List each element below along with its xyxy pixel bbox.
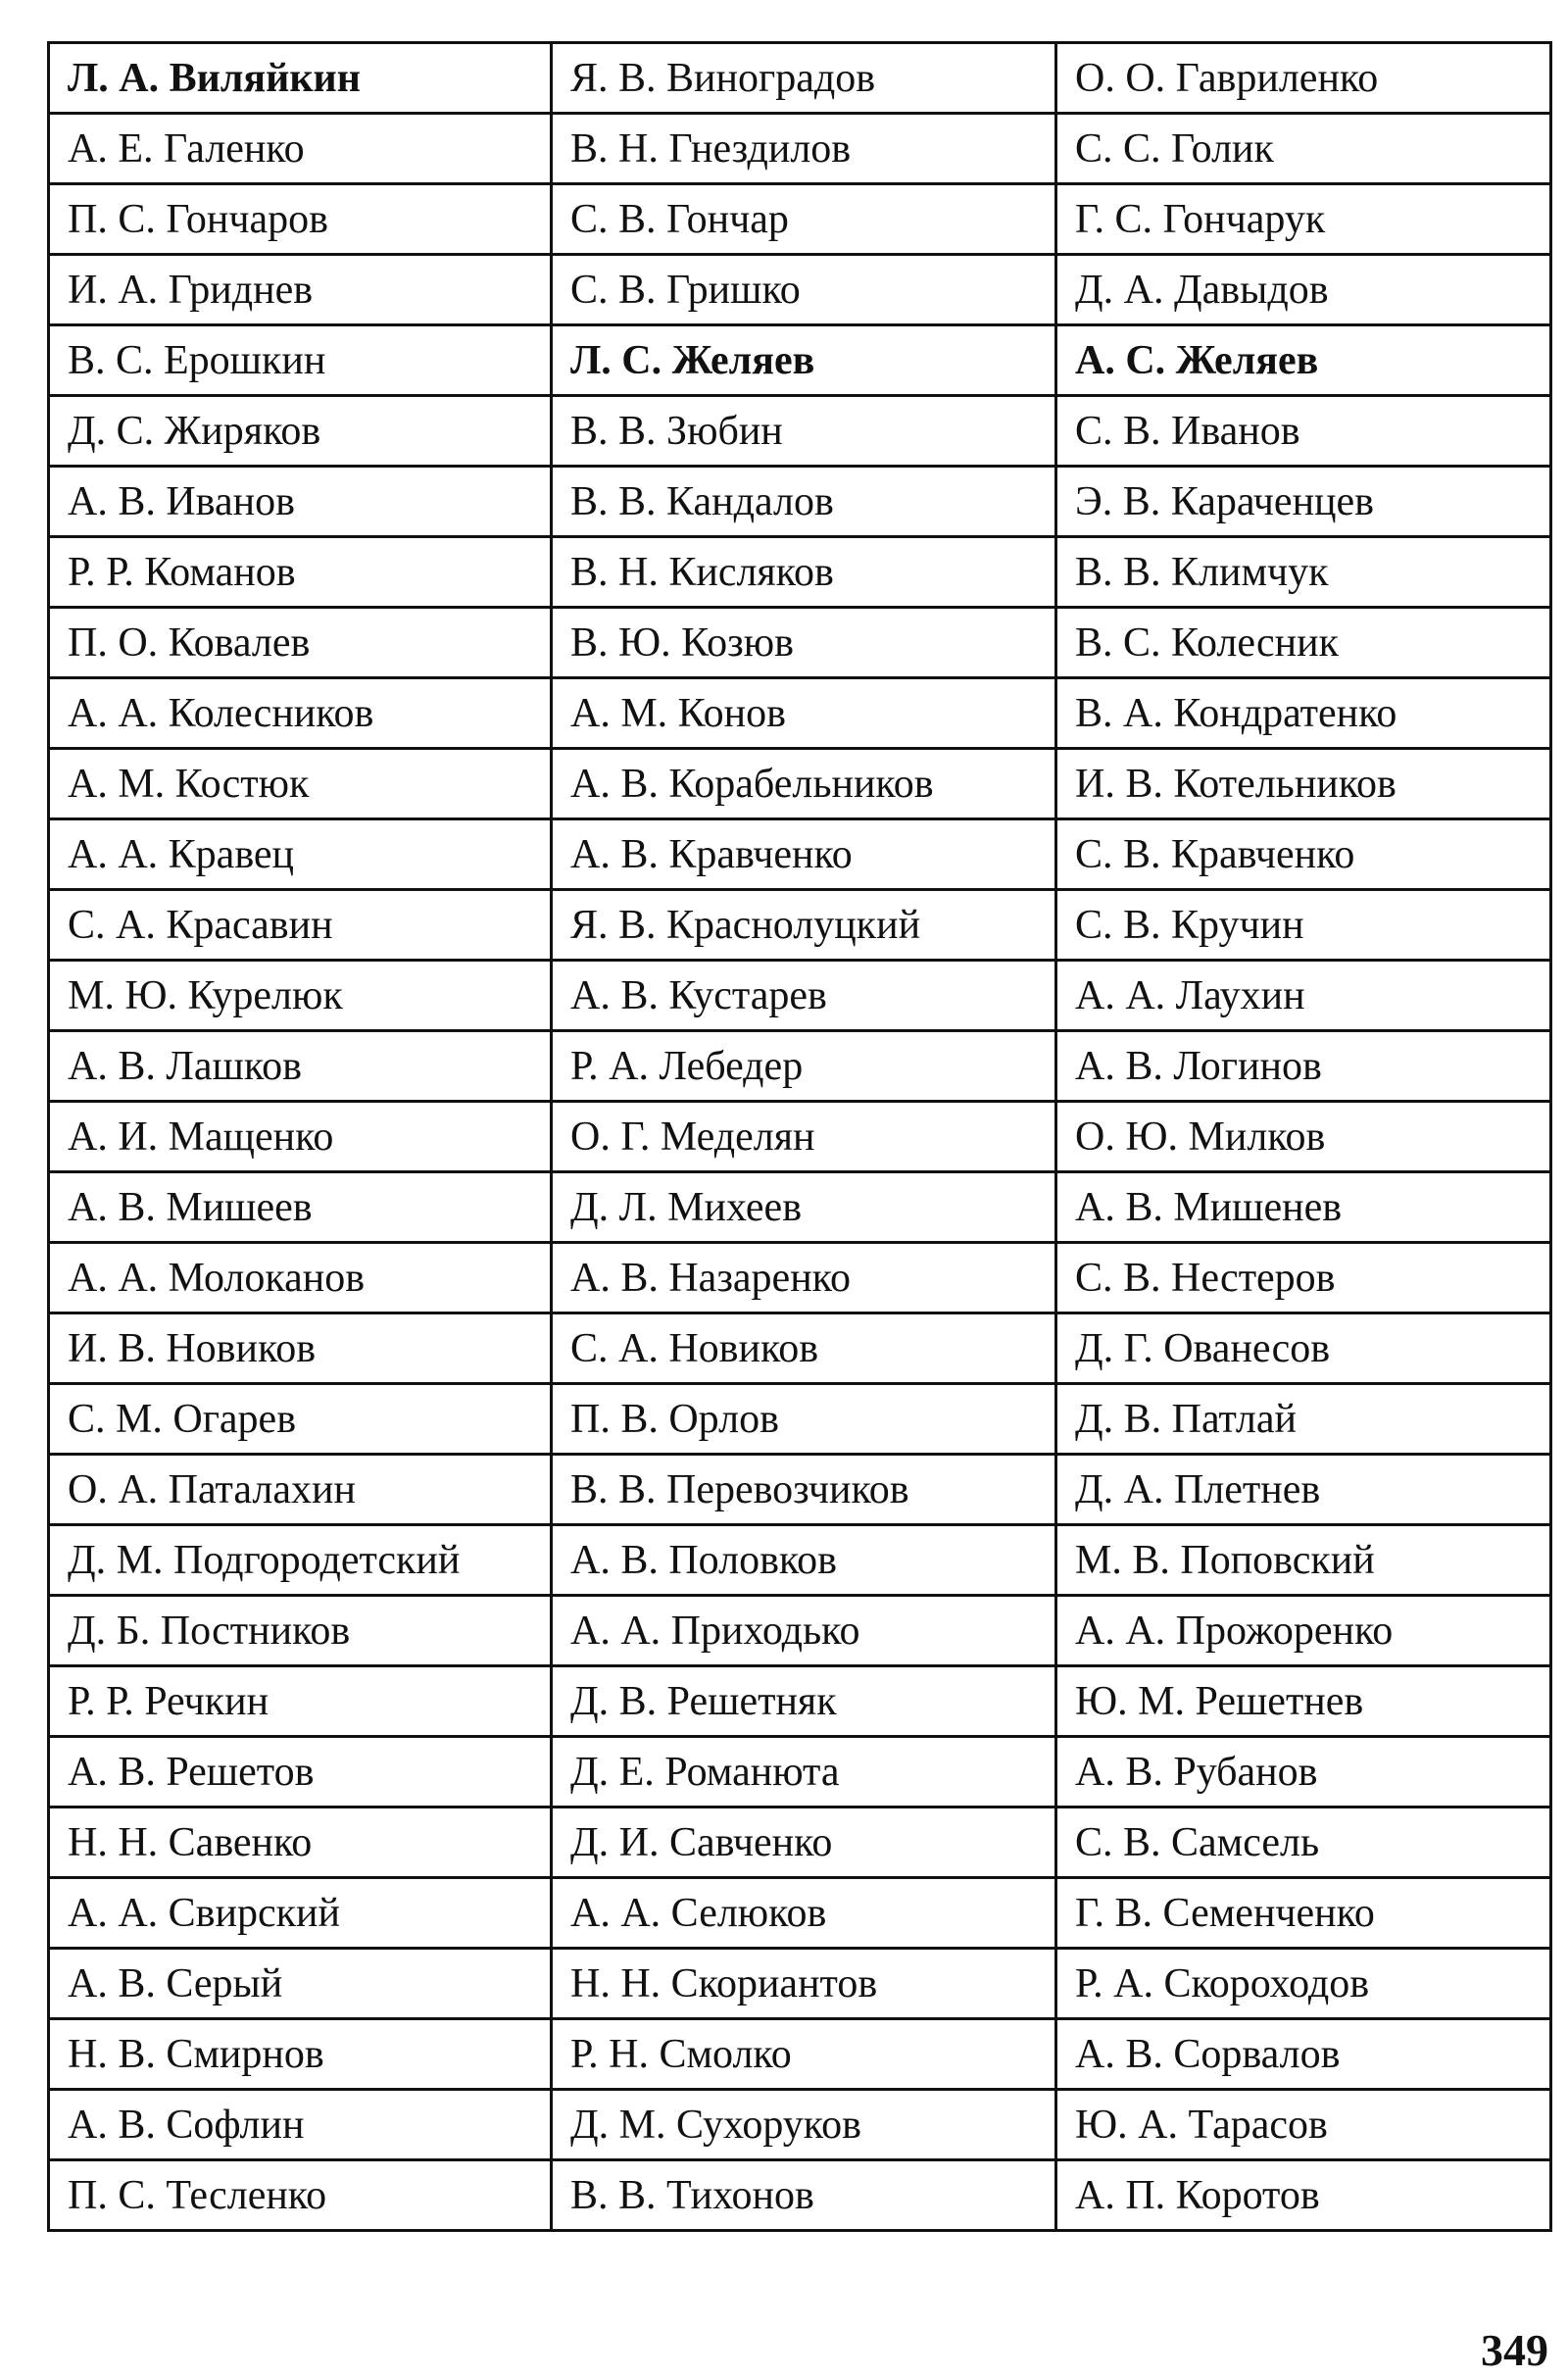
- table-row: [49, 1384, 1551, 1455]
- name-cell: В. Ю. Козюв: [552, 608, 1056, 678]
- name-cell: В. В. Зюбин: [552, 396, 1056, 467]
- name-cell: С. М. Огарев: [49, 1384, 552, 1455]
- name-cell: Ю. М. Решетнев: [1056, 1666, 1551, 1737]
- name-cell: С. В. Нестеров: [1056, 1243, 1551, 1313]
- page-number: 349: [1481, 2325, 1548, 2375]
- name-cell: Л. С. Желяев: [552, 325, 1056, 396]
- table-row: [49, 608, 1551, 678]
- name-cell: Д. В. Патлай: [1056, 1384, 1551, 1455]
- name-cell: Г. В. Семенченко: [1056, 1878, 1551, 1949]
- name-cell: А. С. Желяев: [1056, 325, 1551, 396]
- name-cell: Д. В. Решетняк: [552, 1666, 1056, 1737]
- name-cell: А. А. Свирский: [49, 1878, 552, 1949]
- name-cell: А. В. Решетов: [49, 1737, 552, 1808]
- table-row: [49, 184, 1551, 255]
- name-cell: А. А. Колесников: [49, 678, 552, 749]
- name-cell: А. В. Серый: [49, 1949, 552, 2019]
- name-cell: А. В. Лашков: [49, 1031, 552, 1102]
- table-row: [49, 678, 1551, 749]
- name-cell: А. В. Мишеев: [49, 1172, 552, 1243]
- name-cell: Н. В. Смирнов: [49, 2019, 552, 2090]
- name-cell: В. В. Тихонов: [552, 2160, 1056, 2231]
- name-cell: Д. М. Сухоруков: [552, 2090, 1056, 2160]
- table-row: [49, 961, 1551, 1031]
- name-cell: Д. Б. Постников: [49, 1596, 552, 1666]
- name-cell: А. В. Назаренко: [552, 1243, 1056, 1313]
- table-row: [49, 1031, 1551, 1102]
- name-cell: С. С. Голик: [1056, 114, 1551, 184]
- table-row: [49, 1313, 1551, 1384]
- names-table-body: [49, 43, 1551, 2231]
- name-cell: М. В. Поповский: [1056, 1525, 1551, 1596]
- table-row: [49, 255, 1551, 325]
- name-cell: С. В. Кручин: [1056, 890, 1551, 961]
- name-cell: А. В. Кравченко: [552, 819, 1056, 890]
- name-cell: С. В. Самсель: [1056, 1808, 1551, 1878]
- name-cell: Д. С. Жиряков: [49, 396, 552, 467]
- name-cell: С. А. Новиков: [552, 1313, 1056, 1384]
- names-table: [47, 41, 1552, 2232]
- name-cell: А. В. Корабельников: [552, 749, 1056, 819]
- name-cell: Я. В. Виноградов: [552, 43, 1056, 114]
- name-cell: В. В. Перевозчиков: [552, 1455, 1056, 1525]
- name-cell: А. А. Приходько: [552, 1596, 1056, 1666]
- name-cell: В. Н. Кисляков: [552, 537, 1056, 608]
- name-cell: О. О. Гавриленко: [1056, 43, 1551, 114]
- table-row: [49, 1596, 1551, 1666]
- name-cell: А. В. Иванов: [49, 467, 552, 537]
- table-row: [49, 1737, 1551, 1808]
- name-cell: И. А. Гриднев: [49, 255, 552, 325]
- name-cell: Н. Н. Савенко: [49, 1808, 552, 1878]
- name-cell: В. С. Ерошкин: [49, 325, 552, 396]
- name-cell: Р. А. Скороходов: [1056, 1949, 1551, 2019]
- name-cell: Д. И. Савченко: [552, 1808, 1056, 1878]
- name-cell: Н. Н. Скориантов: [552, 1949, 1056, 2019]
- table-row: [49, 2160, 1551, 2231]
- name-cell: О. Ю. Милков: [1056, 1102, 1551, 1172]
- name-cell: Э. В. Караченцев: [1056, 467, 1551, 537]
- name-cell: А. А. Прожоренко: [1056, 1596, 1551, 1666]
- name-cell: В. С. Колесник: [1056, 608, 1551, 678]
- name-cell: А. В. Рубанов: [1056, 1737, 1551, 1808]
- table-row: [49, 1878, 1551, 1949]
- name-cell: О. Г. Меделян: [552, 1102, 1056, 1172]
- name-cell: Д. А. Давыдов: [1056, 255, 1551, 325]
- name-cell: Р. Р. Команов: [49, 537, 552, 608]
- name-cell: А. В. Половков: [552, 1525, 1056, 1596]
- table-row: [49, 2090, 1551, 2160]
- name-cell: П. С. Гончаров: [49, 184, 552, 255]
- name-cell: А. М. Конов: [552, 678, 1056, 749]
- name-cell: В. В. Кандалов: [552, 467, 1056, 537]
- name-cell: Л. А. Виляйкин: [49, 43, 552, 114]
- table-row: [49, 890, 1551, 961]
- table-row: [49, 114, 1551, 184]
- table-row: [49, 819, 1551, 890]
- table-row: [49, 1243, 1551, 1313]
- table-row: [49, 749, 1551, 819]
- name-cell: М. Ю. Курелюк: [49, 961, 552, 1031]
- table-row: [49, 43, 1551, 114]
- name-cell: А. А. Селюков: [552, 1878, 1056, 1949]
- name-cell: Я. В. Краснолуцкий: [552, 890, 1056, 961]
- table-row: [49, 1949, 1551, 2019]
- name-cell: Д. Г. Ованесов: [1056, 1313, 1551, 1384]
- name-cell: А. В. Софлин: [49, 2090, 552, 2160]
- name-cell: В. В. Климчук: [1056, 537, 1551, 608]
- name-cell: С. В. Гришко: [552, 255, 1056, 325]
- name-cell: Д. М. Подгородетский: [49, 1525, 552, 1596]
- name-cell: А. И. Мащенко: [49, 1102, 552, 1172]
- table-row: [49, 396, 1551, 467]
- name-cell: С. А. Красавин: [49, 890, 552, 961]
- name-cell: А. А. Молоканов: [49, 1243, 552, 1313]
- table-row: [49, 1102, 1551, 1172]
- name-cell: С. В. Кравченко: [1056, 819, 1551, 890]
- table-row: [49, 1808, 1551, 1878]
- table-row: [49, 1172, 1551, 1243]
- name-cell: С. В. Гончар: [552, 184, 1056, 255]
- name-cell: А. Е. Галенко: [49, 114, 552, 184]
- table-row: [49, 467, 1551, 537]
- name-cell: А. П. Коротов: [1056, 2160, 1551, 2231]
- name-cell: Д. А. Плетнев: [1056, 1455, 1551, 1525]
- name-cell: Р. Р. Речкин: [49, 1666, 552, 1737]
- name-cell: А. В. Логинов: [1056, 1031, 1551, 1102]
- name-cell: Г. С. Гончарук: [1056, 184, 1551, 255]
- name-cell: Д. Л. Михеев: [552, 1172, 1056, 1243]
- table-row: [49, 2019, 1551, 2090]
- table-row: [49, 325, 1551, 396]
- name-cell: А. В. Сорвалов: [1056, 2019, 1551, 2090]
- name-cell: А. В. Кустарев: [552, 961, 1056, 1031]
- table-row: [49, 537, 1551, 608]
- name-cell: В. А. Кондратенко: [1056, 678, 1551, 749]
- name-cell: В. Н. Гнездилов: [552, 114, 1056, 184]
- name-cell: А. В. Мишенев: [1056, 1172, 1551, 1243]
- name-cell: А. М. Костюк: [49, 749, 552, 819]
- table-row: [49, 1525, 1551, 1596]
- name-cell: О. А. Паталахин: [49, 1455, 552, 1525]
- name-cell: Р. Н. Смолко: [552, 2019, 1056, 2090]
- name-cell: И. В. Новиков: [49, 1313, 552, 1384]
- table-row: [49, 1455, 1551, 1525]
- name-cell: П. О. Ковалев: [49, 608, 552, 678]
- name-cell: Ю. А. Тарасов: [1056, 2090, 1551, 2160]
- name-cell: Д. Е. Романюта: [552, 1737, 1056, 1808]
- name-cell: Р. А. Лебедер: [552, 1031, 1056, 1102]
- table-row: [49, 1666, 1551, 1737]
- name-cell: И. В. Котельников: [1056, 749, 1551, 819]
- name-cell: П. С. Тесленко: [49, 2160, 552, 2231]
- name-cell: А. А. Кравец: [49, 819, 552, 890]
- name-cell: С. В. Иванов: [1056, 396, 1551, 467]
- name-cell: П. В. Орлов: [552, 1384, 1056, 1455]
- name-cell: А. А. Лаухин: [1056, 961, 1551, 1031]
